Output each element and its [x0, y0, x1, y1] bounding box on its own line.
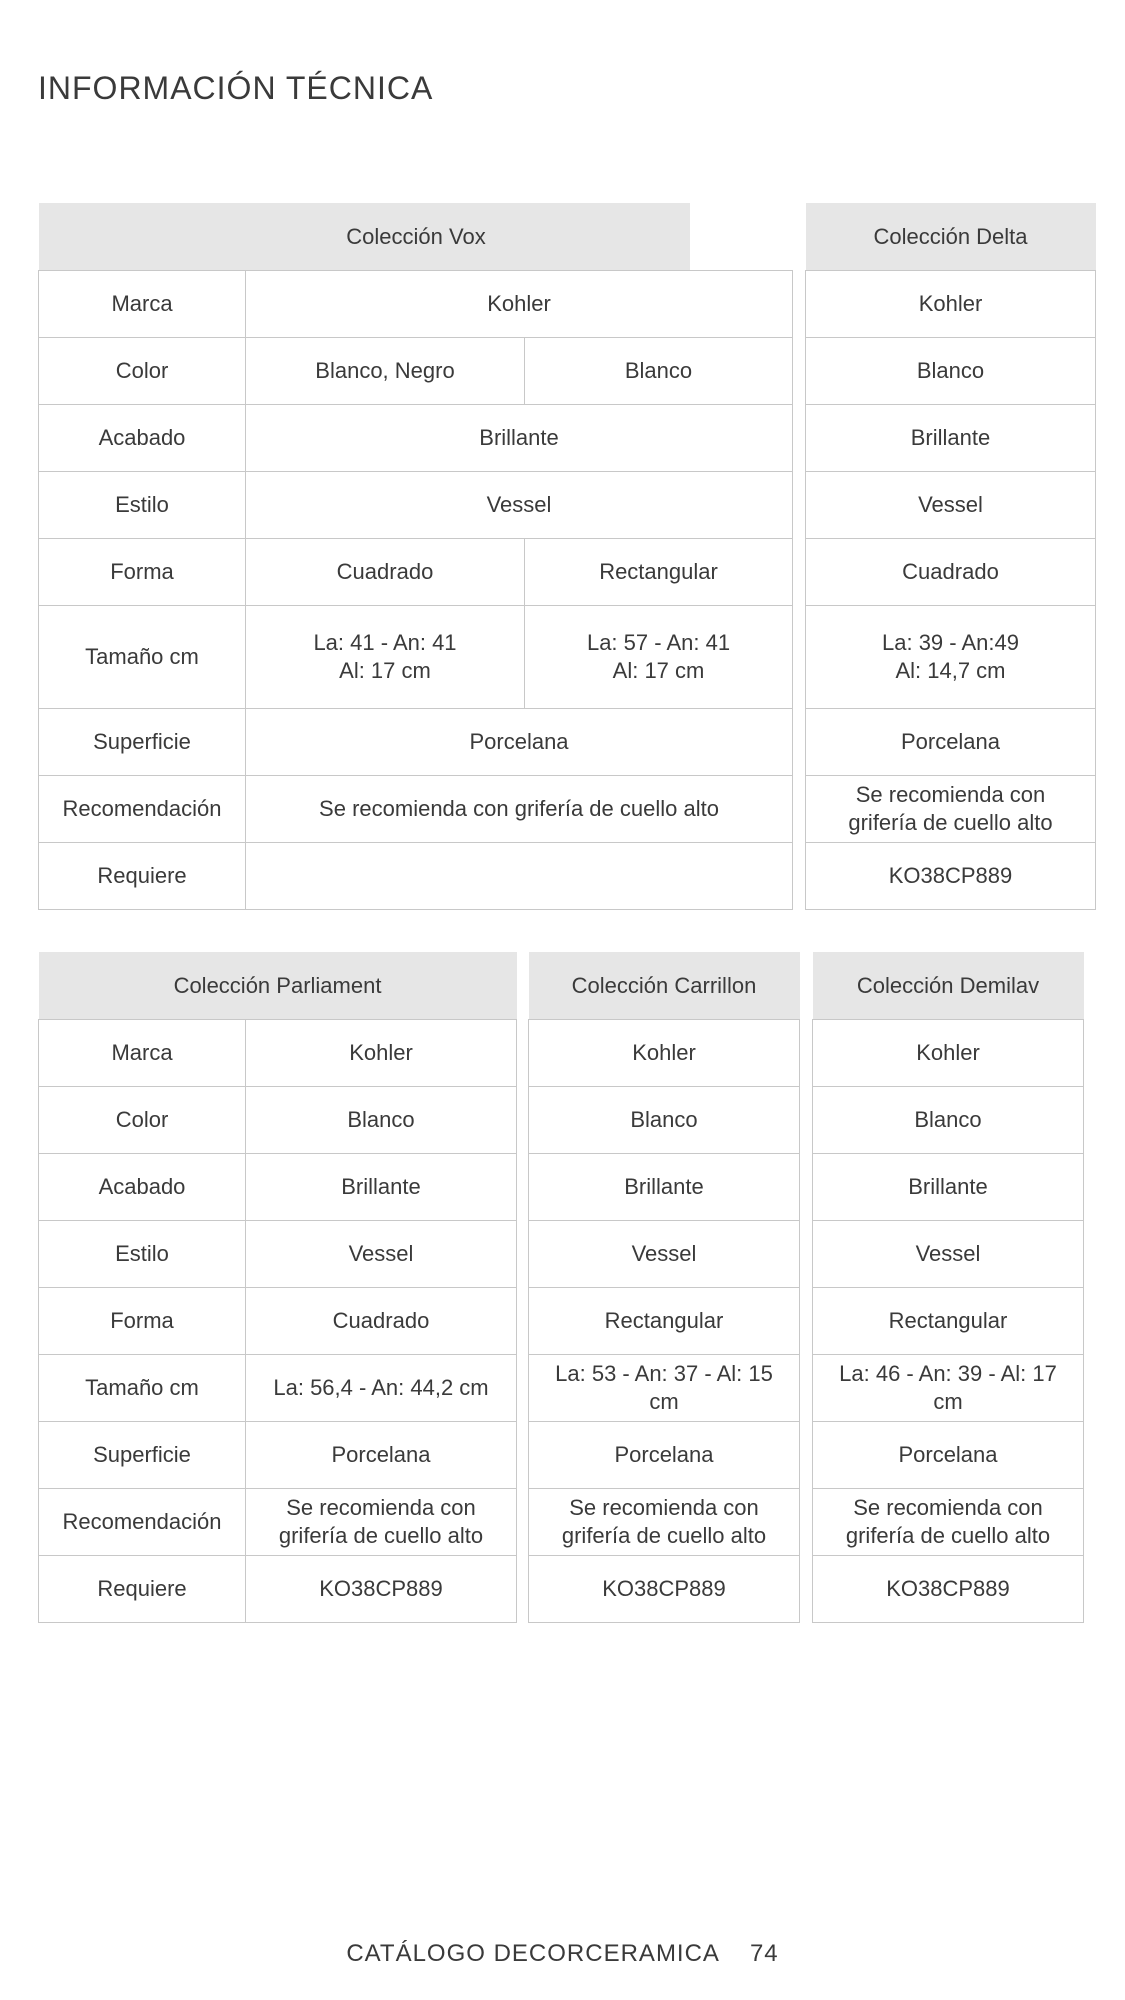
vox-color-b: Blanco [525, 338, 793, 405]
delta-color: Blanco [806, 338, 1096, 405]
carrillon-requiere: KO38CP889 [529, 1556, 800, 1623]
carrillon-recomendacion: Se recomienda con grifería de cuello alto [529, 1489, 800, 1556]
label-marca: Marca [39, 271, 246, 338]
label-estilo: Estilo [39, 1221, 246, 1288]
parliament-requiere: KO38CP889 [246, 1556, 517, 1623]
demilav-recomendacion: Se recomienda con grifería de cuello alto [813, 1489, 1084, 1556]
label-estilo: Estilo [39, 472, 246, 539]
vox-requiere [246, 843, 793, 910]
parliament-marca: Kohler [246, 1020, 517, 1087]
carrillon-acabado: Brillante [529, 1154, 800, 1221]
carrillon-forma: Rectangular [529, 1288, 800, 1355]
demilav-superficie: Porcelana [813, 1422, 1084, 1489]
parliament-header: Colección Parliament [39, 952, 517, 1020]
delta-estilo: Vessel [806, 472, 1096, 539]
delta-superficie: Porcelana [806, 709, 1096, 776]
table-demilav [812, 952, 1084, 1623]
parliament-tamano: La: 56,4 - An: 44,2 cm [246, 1355, 517, 1422]
demilav-acabado: Brillante [813, 1154, 1084, 1221]
parliament-superficie: Porcelana [246, 1422, 517, 1489]
footer-text: CATÁLOGO DECORCERAMICA [346, 1940, 720, 1967]
delta-tamano: La: 39 - An:49 Al: 14,7 cm [806, 606, 1096, 709]
vox-superficie: Porcelana [246, 709, 793, 776]
demilav-marca: Kohler [813, 1020, 1084, 1087]
vox-acabado: Brillante [246, 405, 793, 472]
carrillon-superficie: Porcelana [529, 1422, 800, 1489]
vox-header: Colección Vox [143, 203, 690, 271]
carrillon-marca: Kohler [529, 1020, 800, 1087]
vox-marca: Kohler [246, 271, 793, 338]
demilav-color: Blanco [813, 1087, 1084, 1154]
table-parliament [38, 952, 517, 1623]
carrillon-estilo: Vessel [529, 1221, 800, 1288]
parliament-recomendacion: Se recomienda con grifería de cuello alto [246, 1489, 517, 1556]
vox-tamano-b: La: 57 - An: 41 Al: 17 cm [525, 606, 793, 709]
label-acabado: Acabado [39, 1154, 246, 1221]
label-marca: Marca [39, 1020, 246, 1087]
carrillon-tamano: La: 53 - An: 37 - Al: 15 cm [529, 1355, 800, 1422]
label-acabado: Acabado [39, 405, 246, 472]
label-tamano: Tamaño cm [39, 606, 246, 709]
carrillon-header: Colección Carrillon [529, 952, 800, 1020]
delta-recomendacion: Se recomienda con grifería de cuello alto [806, 776, 1096, 843]
vox-forma-a: Cuadrado [246, 539, 525, 606]
label-forma: Forma [39, 539, 246, 606]
vox-estilo: Vessel [246, 472, 793, 539]
page-title: INFORMACIÓN TÉCNICA [38, 70, 434, 106]
vox-forma-b: Rectangular [525, 539, 793, 606]
footer [0, 1940, 1125, 1968]
parliament-estilo: Vessel [246, 1221, 517, 1288]
label-color: Color [39, 1087, 246, 1154]
delta-acabado: Brillante [806, 405, 1096, 472]
delta-forma: Cuadrado [806, 539, 1096, 606]
demilav-tamano: La: 46 - An: 39 - Al: 17 cm [813, 1355, 1084, 1422]
label-requiere: Requiere [39, 1556, 246, 1623]
vox-color-a: Blanco, Negro [246, 338, 525, 405]
label-forma: Forma [39, 1288, 246, 1355]
delta-requiere: KO38CP889 [806, 843, 1096, 910]
vox-recomendacion: Se recomienda con grifería de cuello alto [246, 776, 793, 843]
label-superficie: Superficie [39, 709, 246, 776]
vox-tamano-a: La: 41 - An: 41 Al: 17 cm [246, 606, 525, 709]
label-requiere: Requiere [39, 843, 246, 910]
label-recomendacion: Recomendación [39, 776, 246, 843]
parliament-forma: Cuadrado [246, 1288, 517, 1355]
label-color: Color [39, 338, 246, 405]
page-number: 74 [749, 1940, 779, 1967]
table-carrillon [528, 952, 800, 1623]
demilav-header: Colección Demilav [813, 952, 1084, 1020]
parliament-acabado: Brillante [246, 1154, 517, 1221]
label-tamano: Tamaño cm [39, 1355, 246, 1422]
demilav-requiere: KO38CP889 [813, 1556, 1084, 1623]
parliament-color: Blanco [246, 1087, 517, 1154]
label-recomendacion: Recomendación [39, 1489, 246, 1556]
delta-header: Colección Delta [806, 203, 1096, 271]
demilav-estilo: Vessel [813, 1221, 1084, 1288]
label-superficie: Superficie [39, 1422, 246, 1489]
delta-marca: Kohler [806, 271, 1096, 338]
demilav-forma: Rectangular [813, 1288, 1084, 1355]
table-vox [38, 203, 793, 910]
table-delta [805, 203, 1096, 910]
carrillon-color: Blanco [529, 1087, 800, 1154]
